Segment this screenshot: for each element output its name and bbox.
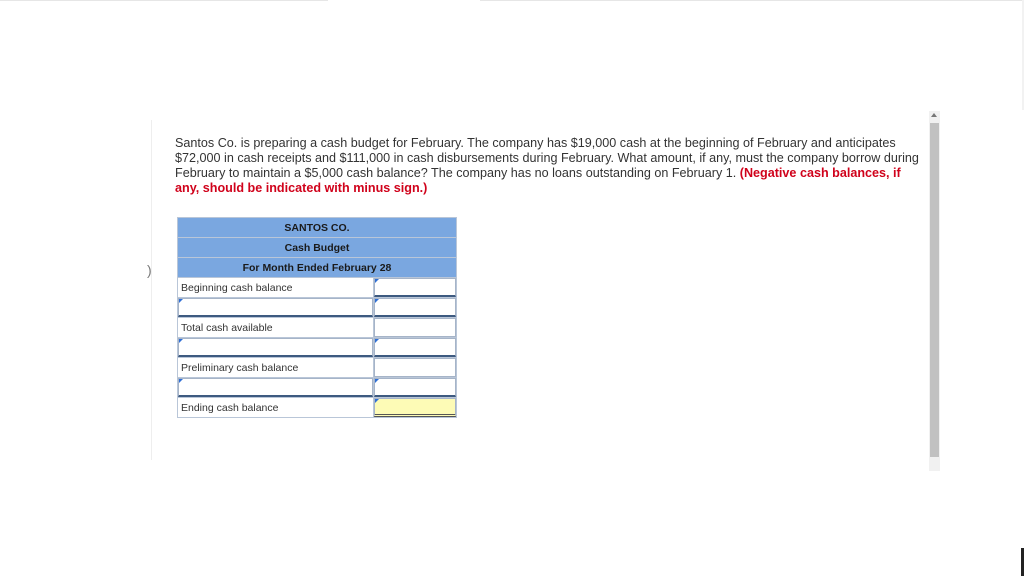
row-label-ending-cash: Ending cash balance	[178, 398, 374, 418]
total-cash-input[interactable]	[374, 318, 456, 337]
budget-period: For Month Ended February 28	[178, 258, 457, 278]
scroll-up-arrow-icon[interactable]	[931, 113, 937, 117]
table-row	[178, 338, 457, 358]
question-emphasis: (Negative cash balances, if any, should be indicated with minus sign.)	[175, 166, 901, 195]
row-label-beginning-cash: Beginning cash balance	[178, 278, 374, 298]
value-cell	[373, 398, 456, 418]
table-row	[178, 378, 457, 398]
label-cell	[178, 378, 374, 398]
panel-divider	[151, 120, 152, 460]
table-row	[178, 318, 457, 338]
company-name: SANTOS CO.	[178, 218, 457, 238]
ending-cash-input[interactable]	[374, 398, 456, 417]
collapse-handle-icon[interactable]: )	[147, 262, 152, 278]
line-item-label-input-3[interactable]	[178, 378, 373, 397]
scroll-thumb[interactable]	[930, 123, 939, 457]
value-cell	[373, 338, 456, 358]
budget-title: Cash Budget	[178, 238, 457, 258]
line-item-label-input-1[interactable]	[178, 298, 373, 317]
line-item-value-input-1[interactable]	[374, 298, 456, 317]
value-cell	[373, 358, 456, 378]
line-item-value-input-2[interactable]	[374, 338, 456, 357]
row-label-preliminary-cash: Preliminary cash balance	[178, 358, 374, 378]
table-row	[178, 278, 457, 298]
line-item-value-input-3[interactable]	[374, 378, 456, 397]
line-item-label-input-2[interactable]	[178, 338, 373, 357]
top-border	[0, 0, 1024, 1]
label-cell	[178, 298, 374, 318]
label-cell	[178, 338, 374, 358]
cash-budget-table	[177, 217, 457, 418]
table-row	[178, 298, 457, 318]
top-border-gap	[328, 0, 480, 2]
value-cell	[373, 298, 456, 318]
preliminary-cash-input[interactable]	[374, 358, 456, 377]
table-row	[178, 358, 457, 378]
value-cell	[373, 278, 456, 298]
question-body: Santos Co. is preparing a cash budget for February. The company has $19,000 cash at the beginning of February and anticipates $72,000 in cash receipts and $111,000 in cash disbursements during February. What amount, if any, must the company borrow during February to maintain a $5,000 cash balance? The company has no loans outstanding on February 1.	[175, 136, 919, 180]
question-text	[175, 136, 927, 196]
beginning-cash-input[interactable]	[374, 278, 456, 297]
table-row	[178, 398, 457, 418]
value-cell	[373, 378, 456, 398]
vertical-scrollbar[interactable]	[929, 111, 940, 471]
value-cell	[373, 318, 456, 338]
row-label-total-cash: Total cash available	[178, 318, 374, 338]
